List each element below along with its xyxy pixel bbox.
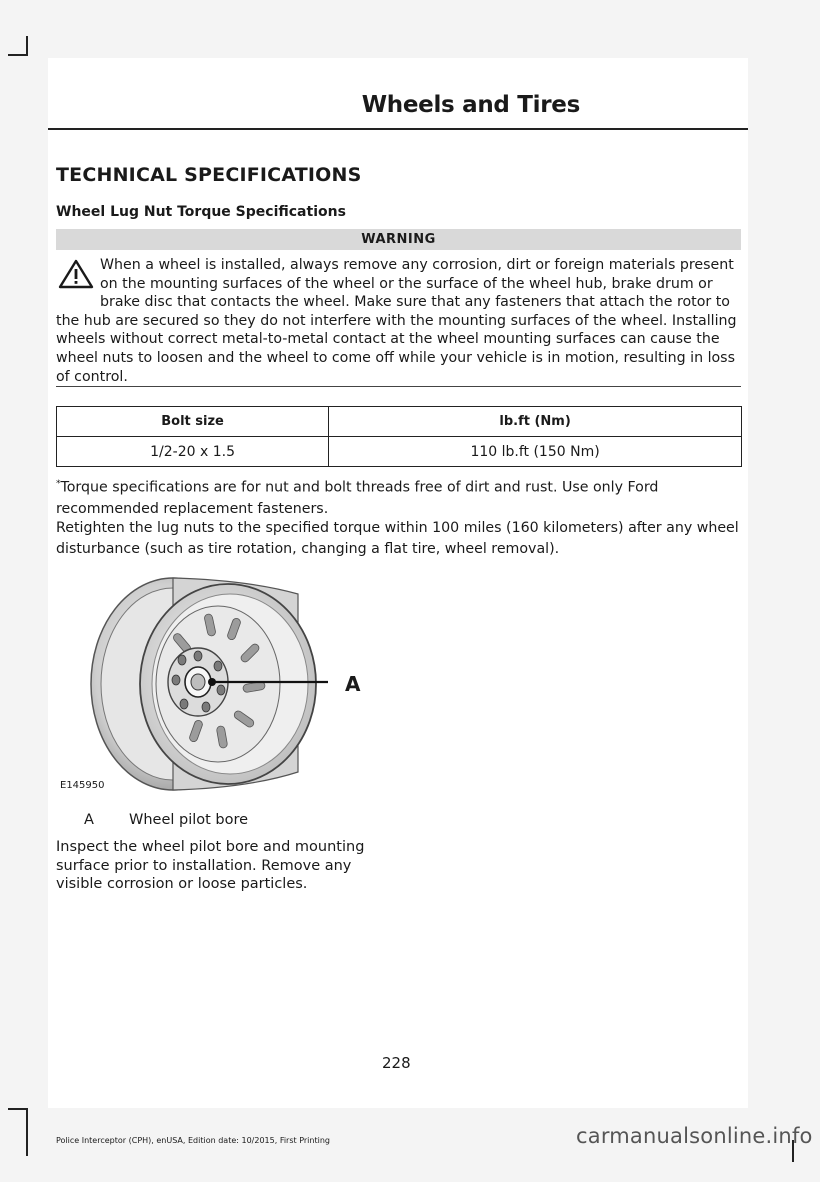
watermark: carmanualsonline.info — [576, 1124, 813, 1148]
footnote-marker: * — [56, 479, 61, 489]
page-title: Wheels and Tires — [361, 92, 580, 118]
legend-key: A — [84, 812, 94, 828]
torque-spec-table — [56, 406, 742, 467]
header-torque: lb.ft (Nm) — [329, 407, 742, 437]
wheel-illustration — [58, 572, 388, 794]
footer-edition: Police Interceptor (CPH), enUSA, Edition date: 10/2015, First Printing — [56, 1136, 330, 1145]
section-title: TECHNICAL SPECIFICATIONS — [56, 164, 362, 186]
crop-mark-top-left — [26, 36, 28, 56]
cell-bolt-size: 1/2-20 x 1.5 — [57, 437, 329, 467]
subsection-title: Wheel Lug Nut Torque Specifications — [56, 204, 346, 220]
crop-mark-top-left-h — [8, 54, 28, 56]
warning-rule — [56, 386, 741, 387]
header-bolt-size: Bolt size — [57, 407, 329, 437]
warning-heading: WARNING — [56, 229, 741, 250]
cell-torque: 110 lb.ft (150 Nm) — [329, 437, 742, 467]
warning-text: When a wheel is installed, always remove any corrosion, dirt or foreign materials present on the mounting surfaces of the wheel or the surface of the wheel hub, brake drum or brake disc that contacts the wheel. Make sure that any fasteners that attach the rotor to the hub are secured so they do not interfere with the mounting surfaces of the wheel. Installing wheels without correct metal-to-metal contact at the wheel mounting surfaces can cause the wheel nuts to loosen and the wheel to come off while your vehicle is in motion, resulting in loss of control. — [56, 257, 737, 385]
table-header-row — [57, 407, 742, 437]
title-rule — [48, 128, 748, 130]
footnote — [56, 474, 746, 520]
warning-text-block — [56, 256, 744, 386]
legend-value: Wheel pilot bore — [129, 812, 249, 828]
page-number: 228 — [382, 1054, 411, 1072]
inspect-paragraph: Inspect the wheel pilot bore and mounting surface prior to installation. Remove any visible corrosion or loose particles. — [56, 839, 365, 892]
figure-callout-label: A — [345, 672, 361, 696]
footnote-text: Torque specifications are for nut and bolt threads free of dirt and rust. Use only Ford recommended replacement fasteners. — [56, 479, 659, 517]
retighten-paragraph: Retighten the lug nuts to the specified torque within 100 miles (160 kilometers) after any wheel disturbance (such as tire rotation, changing a flat tire, wheel removal). — [56, 520, 739, 557]
crop-mark-bottom-left — [26, 1108, 28, 1156]
table-row — [57, 437, 742, 467]
figure-id: E145950 — [60, 780, 105, 791]
crop-mark-bottom-left-h — [8, 1108, 28, 1110]
